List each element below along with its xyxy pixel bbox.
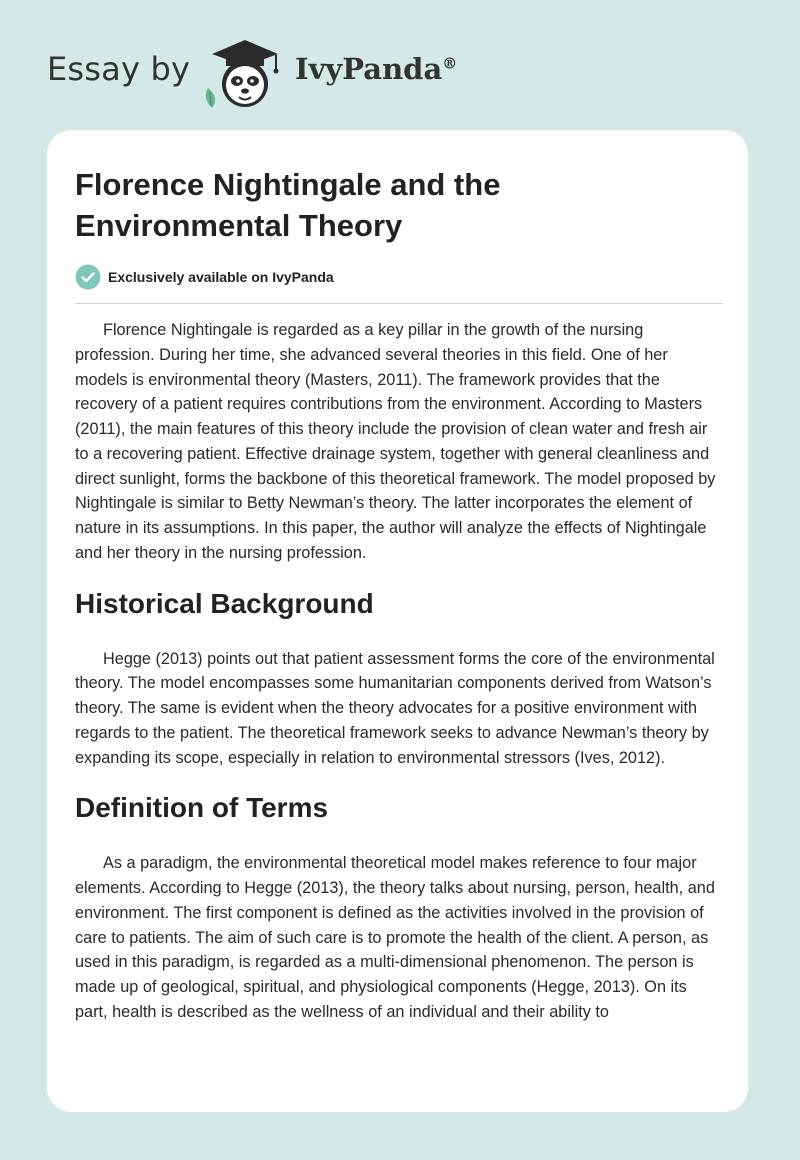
panda-graduation-cap-icon[interactable] — [200, 34, 290, 110]
section-heading-definition-of-terms: Definition of Terms — [75, 792, 329, 824]
essay-card — [47, 130, 748, 1112]
exclusive-badge — [75, 264, 334, 290]
divider — [75, 303, 723, 304]
essay-by-label: Essay by — [47, 50, 191, 88]
registered-mark: ® — [442, 54, 458, 73]
brand-name[interactable] — [295, 52, 457, 86]
site-header — [0, 0, 800, 130]
page-title: Florence Nightingale and the Environmental Theory — [75, 167, 501, 243]
check-circle-icon — [75, 264, 101, 290]
intro-paragraph: Florence Nightingale is regarded as a key pillar in the growth of the nursing profession. During her time, she advanced several theories in this field. One of her models is environmental theory (Masters, 2011). The framework provides that the recovery of a patient requires contributions from the environment. According to Masters (2011), the main features of this theory include the provision of clean water and fresh air to a recovering patient. Effective drainage system, together with general cleanliness and direct sunlight, forms the backbone of this theoretical framework. The model proposed by Nightingale is similar to Betty Newman’s theory. The latter incorporates the element of nature in its assumptions. In this paper, the author will analyze the effects of Nightingale and her theory in the nursing profession. — [75, 321, 716, 562]
brand-name-text: IvyPanda — [295, 52, 443, 86]
exclusive-badge-label: Exclusively available on IvyPanda — [108, 269, 334, 285]
section-heading-historical-background: Historical Background — [75, 587, 374, 619]
section-paragraph-definition-of-terms: As a paradigm, the environmental theoretical model makes reference to four major elements. According to Hegge (2013), the theory talks about nursing, person, health, and environment. The first component is defined as the activities involved in the provision of care to patients. The aim of such care is to promote the health of the client. A person, as used in this paradigm, is regarded as a multi-dimensional phenomenon. The person is made up of geological, spiritual, and physiological components (Hegge, 2013). On its part, health is described as the wellness of an individual and their ability to — [75, 854, 715, 1021]
essay-body — [75, 318, 723, 1025]
section-paragraph-historical-background: Hegge (2013) points out that patient assessment forms the core of the environmental theory. The model encompasses some humanitarian components derived from Watson’s theory. The same is evident when the theory advocates for a positive environment with regards to the patient. The theoretical framework seeks to advance Newman’s theory by expanding its scope, especially in relation to environmental stressors (Ives, 2012). — [75, 649, 715, 767]
